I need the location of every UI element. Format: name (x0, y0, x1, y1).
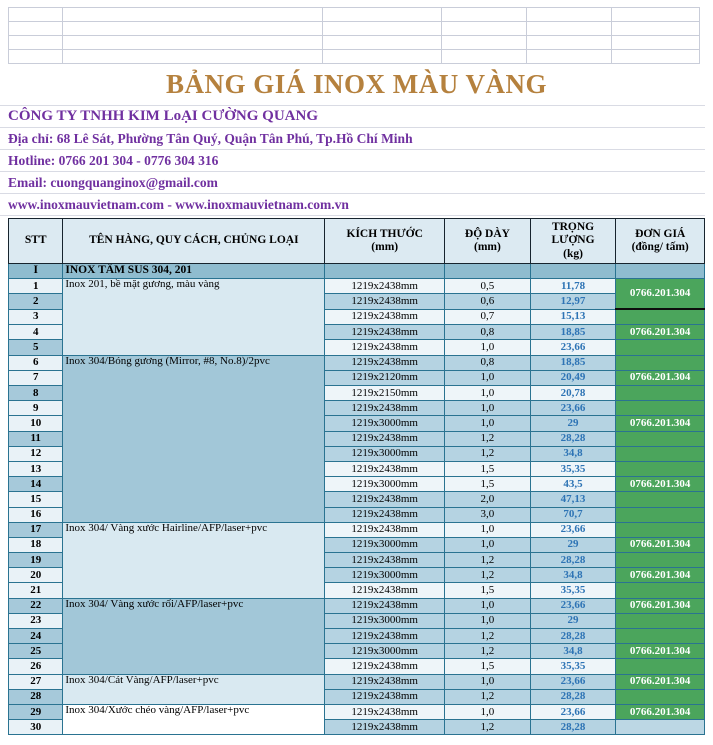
stt-cell: 15 (9, 492, 63, 507)
stt-cell: 17 (9, 522, 63, 537)
weight-cell: 18,85 (530, 355, 616, 370)
price-cell: 0766.201.304 (616, 279, 705, 309)
weight-cell: 35,35 (530, 461, 616, 476)
stt-cell: 7 (9, 370, 63, 385)
thickness-cell: 1,0 (445, 613, 531, 628)
header-unit: (mm) (371, 241, 399, 253)
thickness-cell: 1,0 (445, 522, 531, 537)
size-cell: 1219x2438mm (325, 309, 445, 325)
header-label: TRỌNG LƯỢNG (551, 221, 595, 247)
weight-cell: 12,97 (530, 294, 616, 309)
stt-cell: 18 (9, 537, 63, 552)
header-cell (63, 219, 325, 264)
size-cell: 1219x2438mm (325, 553, 445, 568)
weight-cell: 29 (530, 416, 616, 431)
header-cell (325, 219, 445, 264)
header-label: ĐỘ DÀY (464, 227, 510, 240)
empty-grid-cell (323, 50, 442, 64)
size-cell: 1219x2438mm (325, 492, 445, 507)
product-cell: Inox 304/Cát Vàng/AFP/laser+pvc (63, 674, 325, 704)
size-cell: 1219x2438mm (325, 325, 445, 340)
size-cell: 1219x2438mm (325, 689, 445, 704)
empty-grid-row (9, 36, 700, 50)
price-cell (616, 340, 705, 355)
weight-cell: 70,7 (530, 507, 616, 522)
price-cell: 0766.201.304 (616, 537, 705, 552)
size-cell: 1219x3000mm (325, 644, 445, 659)
size-cell: 1219x2438mm (325, 401, 445, 416)
empty-top-grid (8, 7, 700, 64)
weight-cell: 20,49 (530, 370, 616, 385)
weight-cell: 35,35 (530, 659, 616, 674)
thickness-cell: 2,0 (445, 492, 531, 507)
empty-grid-cell (527, 22, 612, 36)
stt-cell: 11 (9, 431, 63, 446)
size-cell: 1219x2120mm (325, 370, 445, 385)
thickness-cell: 0,8 (445, 325, 531, 340)
size-cell: 1219x2150mm (325, 386, 445, 401)
header-cell (445, 219, 531, 264)
thickness-cell: 1,0 (445, 537, 531, 552)
weight-cell: 43,5 (530, 477, 616, 492)
header-label: ĐƠN GIÁ (635, 227, 686, 240)
empty-grid-cell (612, 36, 700, 50)
size-cell: 1219x2438mm (325, 294, 445, 309)
weight-cell: 28,28 (530, 689, 616, 704)
stt-cell: 13 (9, 461, 63, 476)
product-cell: Inox 304/ Vàng xước Hairline/AFP/laser+pvc (63, 522, 325, 598)
empty-grid-cell (527, 50, 612, 64)
stt-cell: 19 (9, 553, 63, 568)
size-cell: 1219x2438mm (325, 431, 445, 446)
price-cell: 0766.201.304 (616, 704, 705, 719)
size-cell: 1219x3000mm (325, 568, 445, 583)
thickness-cell: 0,7 (445, 309, 531, 325)
section-empty-cell (616, 264, 705, 279)
company-address: Địa chỉ: 68 Lê Sát, Phường Tân Quý, Quận Tân Phú, Tp.Hồ Chí Minh (0, 128, 705, 150)
stt-cell: 9 (9, 401, 63, 416)
price-cell (616, 492, 705, 507)
empty-grid-cell (323, 22, 442, 36)
weight-cell: 28,28 (530, 720, 616, 735)
empty-grid-cell (527, 8, 612, 22)
stt-cell: 8 (9, 386, 63, 401)
price-cell: 0766.201.304 (616, 477, 705, 492)
section-empty-cell (445, 264, 531, 279)
stt-cell: 5 (9, 340, 63, 355)
empty-grid-cell (323, 8, 442, 22)
table-row (9, 674, 705, 689)
stt-cell: 12 (9, 446, 63, 461)
price-cell (616, 431, 705, 446)
price-cell (616, 659, 705, 674)
price-cell (616, 355, 705, 370)
company-info-block (0, 105, 705, 216)
product-cell: Inox 304/Xước chéo vàng/AFP/laser+pvc (63, 704, 325, 734)
empty-grid-cell (63, 36, 323, 50)
thickness-cell: 0,8 (445, 355, 531, 370)
empty-grid-cell (9, 8, 63, 22)
weight-cell: 34,8 (530, 568, 616, 583)
price-cell (616, 401, 705, 416)
company-websites: www.inoxmauvietnam.com - www.inoxmauvietnam.com.vn (0, 194, 705, 216)
weight-cell: 23,66 (530, 340, 616, 355)
thickness-cell: 1,2 (445, 629, 531, 644)
empty-grid-cell (63, 22, 323, 36)
thickness-cell: 1,2 (445, 568, 531, 583)
size-cell: 1219x3000mm (325, 613, 445, 628)
header-cell (530, 219, 616, 264)
header-unit: (đồng/ tấm) (631, 241, 689, 253)
weight-cell: 23,66 (530, 704, 616, 719)
price-cell: 0766.201.304 (616, 370, 705, 385)
thickness-cell: 1,0 (445, 416, 531, 431)
weight-cell: 15,13 (530, 309, 616, 325)
stt-cell: 2 (9, 294, 63, 309)
empty-grid-cell (9, 50, 63, 64)
price-cell: 0766.201.304 (616, 325, 705, 340)
weight-cell: 35,35 (530, 583, 616, 598)
stt-cell: 28 (9, 689, 63, 704)
stt-cell: 30 (9, 720, 63, 735)
empty-grid-cell (323, 36, 442, 50)
company-hotline: Hotline: 0766 201 304 - 0776 304 316 (0, 150, 705, 172)
empty-grid-cell (9, 22, 63, 36)
price-cell (616, 386, 705, 401)
table-row (9, 355, 705, 370)
stt-cell: 23 (9, 613, 63, 628)
thickness-cell: 1,2 (445, 644, 531, 659)
empty-grid-cell (612, 8, 700, 22)
empty-grid-cell (612, 22, 700, 36)
weight-cell: 29 (530, 537, 616, 552)
price-cell (616, 720, 705, 735)
weight-cell: 20,78 (530, 386, 616, 401)
product-cell: Inox 201, bề mặt gương, màu vàng (63, 279, 325, 355)
empty-grid-row (9, 50, 700, 64)
size-cell: 1219x2438mm (325, 629, 445, 644)
thickness-cell: 1,0 (445, 401, 531, 416)
price-cell (616, 613, 705, 628)
empty-grid-row (9, 22, 700, 36)
empty-grid-cell (63, 8, 323, 22)
price-cell: 0766.201.304 (616, 598, 705, 613)
header-cell (9, 219, 63, 264)
thickness-cell: 1,5 (445, 659, 531, 674)
table-row (9, 279, 705, 294)
size-cell: 1219x2438mm (325, 461, 445, 476)
table-row (9, 522, 705, 537)
size-cell: 1219x3000mm (325, 416, 445, 431)
empty-grid-cell (63, 50, 323, 64)
thickness-cell: 1,2 (445, 446, 531, 461)
thickness-cell: 1,0 (445, 674, 531, 689)
size-cell: 1219x2438mm (325, 704, 445, 719)
price-cell (616, 522, 705, 537)
section-label: INOX TẤM SUS 304, 201 (63, 264, 325, 279)
header-cell (616, 219, 705, 264)
weight-cell: 47,13 (530, 492, 616, 507)
thickness-cell: 1,0 (445, 598, 531, 613)
size-cell: 1219x2438mm (325, 340, 445, 355)
weight-cell: 23,66 (530, 401, 616, 416)
price-cell (616, 553, 705, 568)
weight-cell: 34,8 (530, 446, 616, 461)
weight-cell: 18,85 (530, 325, 616, 340)
empty-grid-cell (612, 50, 700, 64)
price-cell: 0766.201.304 (616, 416, 705, 431)
price-cell (616, 446, 705, 461)
price-cell: 0766.201.304 (616, 674, 705, 689)
stt-cell: 20 (9, 568, 63, 583)
stt-cell: 16 (9, 507, 63, 522)
stt-cell: 27 (9, 674, 63, 689)
stt-cell: 21 (9, 583, 63, 598)
weight-cell: 29 (530, 613, 616, 628)
price-cell (616, 507, 705, 522)
header-label: STT (24, 234, 47, 247)
header-label: TÊN HÀNG, QUY CÁCH, CHỦNG LOẠI (89, 234, 299, 247)
table-row (9, 704, 705, 719)
price-cell (616, 629, 705, 644)
weight-cell: 28,28 (530, 553, 616, 568)
section-empty-cell (325, 264, 445, 279)
weight-cell: 23,66 (530, 598, 616, 613)
thickness-cell: 0,5 (445, 279, 531, 294)
section-stt: I (9, 264, 63, 279)
price-cell (616, 583, 705, 598)
header-unit: (kg) (563, 247, 583, 260)
thickness-cell: 1,0 (445, 704, 531, 719)
price-table (8, 218, 705, 735)
size-cell: 1219x2438mm (325, 279, 445, 294)
size-cell: 1219x2438mm (325, 674, 445, 689)
company-name: CÔNG TY TNHH KIM LoẠI CƯỜNG QUANG (0, 105, 705, 128)
size-cell: 1219x2438mm (325, 355, 445, 370)
empty-grid-cell (442, 50, 527, 64)
thickness-cell: 1,2 (445, 720, 531, 735)
stt-cell: 24 (9, 629, 63, 644)
price-cell: 0766.201.304 (616, 644, 705, 659)
stt-cell: 25 (9, 644, 63, 659)
size-cell: 1219x3000mm (325, 477, 445, 492)
size-cell: 1219x3000mm (325, 446, 445, 461)
thickness-cell: 1,0 (445, 370, 531, 385)
thickness-cell: 1,2 (445, 553, 531, 568)
thickness-cell: 0,6 (445, 294, 531, 309)
empty-grid-cell (527, 36, 612, 50)
stt-cell: 4 (9, 325, 63, 340)
product-cell: Inox 304/ Vàng xước rối/AFP/laser+pvc (63, 598, 325, 674)
stt-cell: 1 (9, 279, 63, 294)
header-label: KÍCH THƯỚC (346, 227, 423, 240)
weight-cell: 34,8 (530, 644, 616, 659)
price-cell: 0766.201.304 (616, 568, 705, 583)
weight-cell: 28,28 (530, 431, 616, 446)
thickness-cell: 1,5 (445, 583, 531, 598)
size-cell: 1219x2438mm (325, 507, 445, 522)
price-cell (616, 689, 705, 704)
section-row (9, 264, 705, 279)
size-cell: 1219x2438mm (325, 598, 445, 613)
stt-cell: 22 (9, 598, 63, 613)
thickness-cell: 1,5 (445, 477, 531, 492)
table-row (9, 598, 705, 613)
product-cell: Inox 304/Bóng gương (Mirror, #8, No.8)/2pvc (63, 355, 325, 522)
thickness-cell: 1,5 (445, 461, 531, 476)
empty-grid-cell (442, 36, 527, 50)
thickness-cell: 1,0 (445, 386, 531, 401)
stt-cell: 29 (9, 704, 63, 719)
thickness-cell: 1,2 (445, 431, 531, 446)
header-unit: (mm) (474, 241, 501, 253)
price-table-header (9, 219, 705, 264)
stt-cell: 10 (9, 416, 63, 431)
thickness-cell: 1,2 (445, 689, 531, 704)
price-cell (616, 461, 705, 476)
size-cell: 1219x2438mm (325, 659, 445, 674)
page-title: BẢNG GIÁ INOX MÀU VÀNG (165, 68, 547, 99)
stt-cell: 6 (9, 355, 63, 370)
size-cell: 1219x2438mm (325, 720, 445, 735)
empty-grid-cell (442, 22, 527, 36)
price-cell (616, 309, 705, 325)
company-email: Email: cuongquanginox@gmail.com (0, 172, 705, 194)
weight-cell: 11,78 (530, 279, 616, 294)
empty-grid-cell (442, 8, 527, 22)
stt-cell: 26 (9, 659, 63, 674)
stt-cell: 14 (9, 477, 63, 492)
thickness-cell: 1,0 (445, 340, 531, 355)
empty-grid-cell (9, 36, 63, 50)
size-cell: 1219x3000mm (325, 537, 445, 552)
weight-cell: 28,28 (530, 629, 616, 644)
section-empty-cell (530, 264, 616, 279)
size-cell: 1219x2438mm (325, 522, 445, 537)
weight-cell: 23,66 (530, 522, 616, 537)
thickness-cell: 3,0 (445, 507, 531, 522)
weight-cell: 23,66 (530, 674, 616, 689)
size-cell: 1219x2438mm (325, 583, 445, 598)
stt-cell: 3 (9, 309, 63, 325)
empty-grid-row (9, 8, 700, 22)
